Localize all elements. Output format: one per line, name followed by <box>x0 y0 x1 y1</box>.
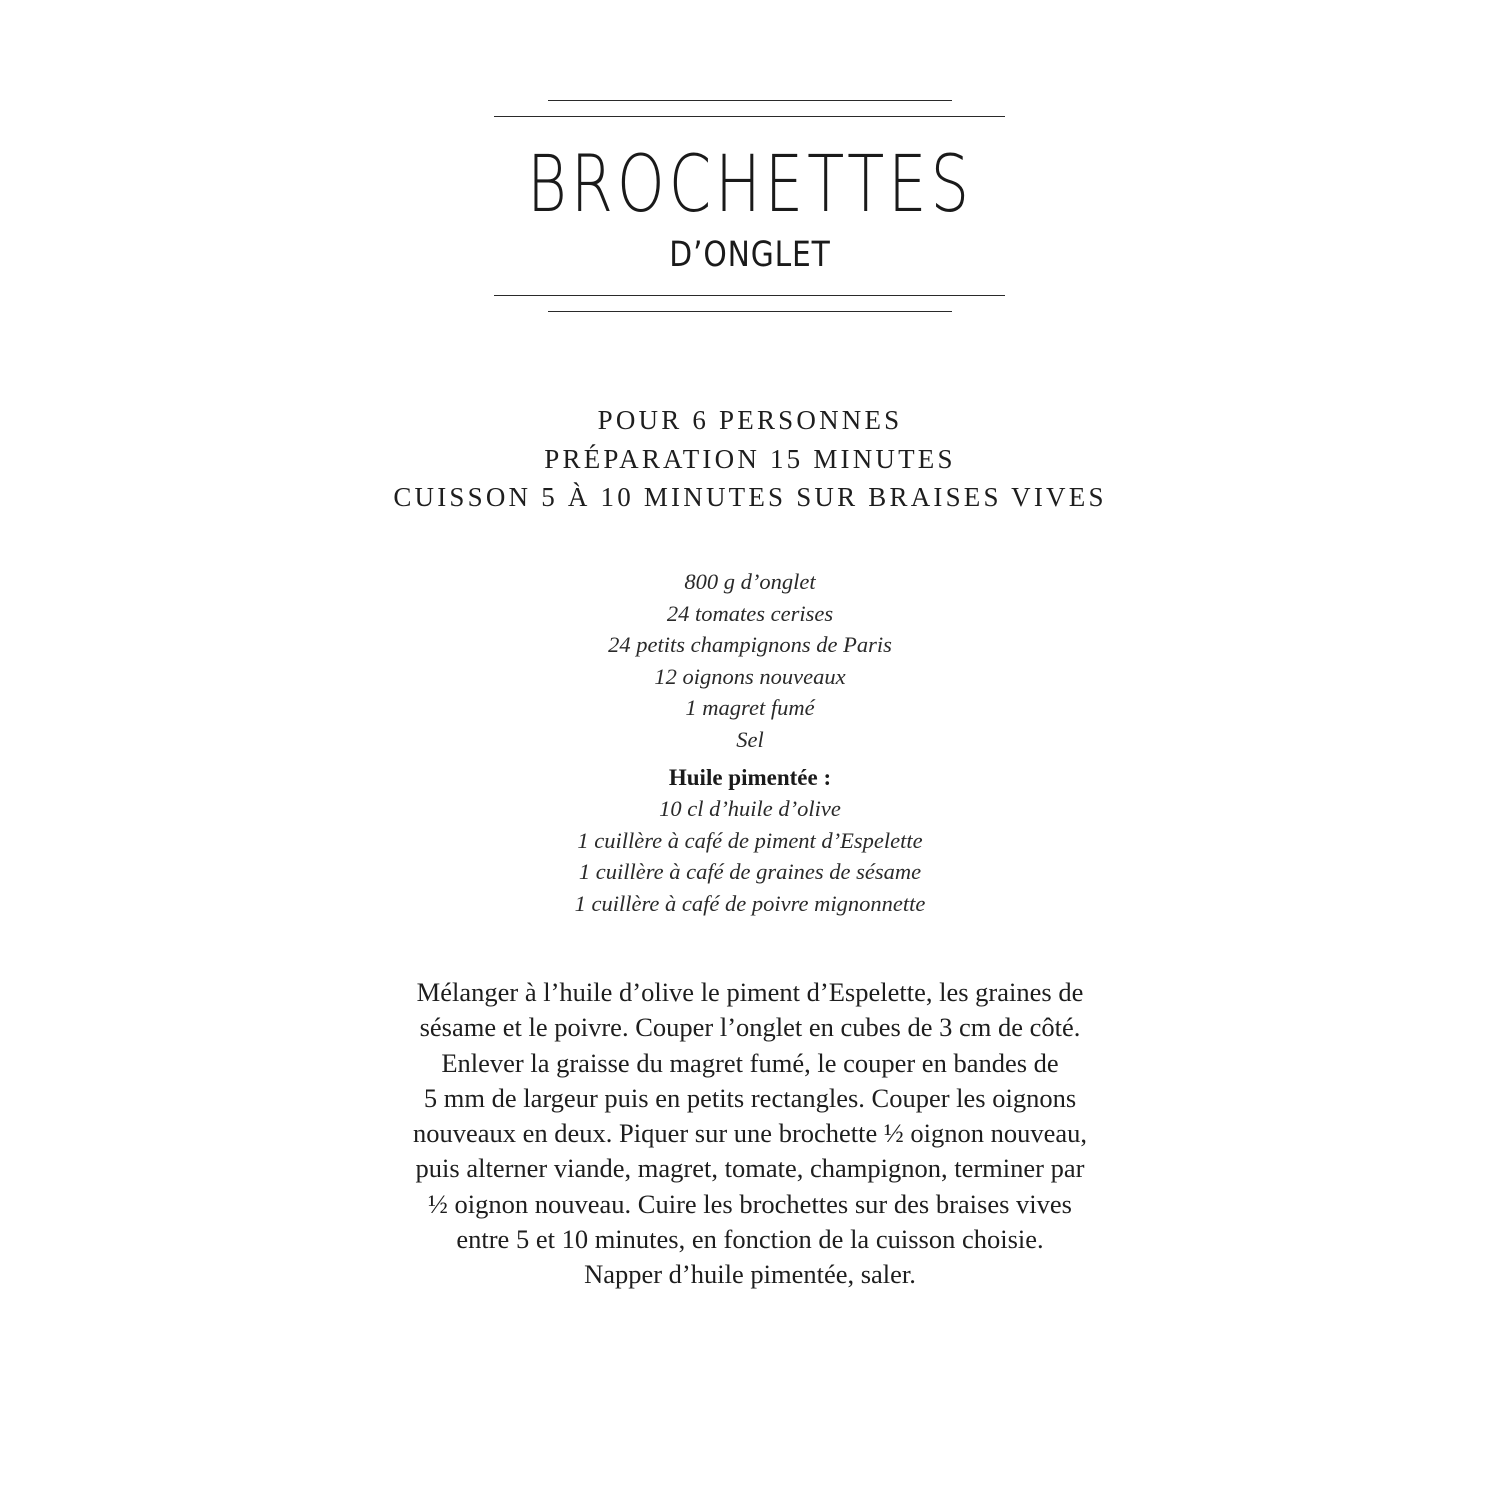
ingredient-item: 800 g d’onglet <box>684 569 816 594</box>
method-paragraph <box>300 975 1200 1293</box>
method-line: nouveaux en deux. Piquer sur une brochette ½ oignon nouveau, <box>412 1118 1088 1149</box>
ingredient-item: 12 oignons nouveaux <box>654 663 846 689</box>
method-line: Napper d’huile pimentée, saler. <box>584 1259 916 1290</box>
ingredient-item: 24 tomates cerises <box>666 600 834 626</box>
method-line: sésame et le poivre. Couper l’onglet en cubes de 3 cm de côté. <box>419 1012 1081 1043</box>
preparation-time: PRÉPARATION 15 MINUTES <box>544 443 956 474</box>
method-line: Enlever la graisse du magret fumé, le couper en bandes de <box>441 1047 1059 1078</box>
oil-ingredient-item: 1 cuillère à café de piment d’Espelette <box>577 827 923 853</box>
top-outer-rule <box>548 100 952 101</box>
oil-ingredient-item: 1 cuillère à café de poivre mignonnette <box>574 890 926 916</box>
oil-heading: Huile pimentée : <box>668 764 832 790</box>
recipe-subtitle: D’ONGLET <box>669 235 831 275</box>
recipe-meta <box>0 401 1500 517</box>
ingredient-item: 24 petits champignons de Paris <box>608 632 892 658</box>
recipe-title: BROCHETTES <box>527 140 973 230</box>
method-line: entre 5 et 10 minutes, en fonction de la cuisson choisie. <box>456 1224 1044 1255</box>
oil-ingredient-item: 1 cuillère à café de graines de sésame <box>578 859 922 885</box>
method-line: ½ oignon nouveau. Cuire les brochettes sur des braises vives <box>428 1188 1072 1219</box>
method-line: Mélanger à l’huile d’olive le piment d’Espelette, les graines de <box>416 977 1084 1007</box>
method-line: 5 mm de largeur puis en petits rectangles. Couper les oignons <box>423 1082 1077 1113</box>
top-inner-rule <box>494 116 1005 117</box>
oil-ingredient-item: 10 cl d’huile d’olive <box>659 796 841 822</box>
servings: POUR 6 PERSONNES <box>597 405 903 435</box>
method-line: puis alterner viande, magret, tomate, champignon, terminer par <box>415 1153 1085 1184</box>
ingredient-item: 1 magret fumé <box>685 695 815 721</box>
ingredient-item: Sel <box>736 726 764 752</box>
bottom-outer-rule <box>548 311 952 312</box>
bottom-inner-rule <box>494 295 1005 296</box>
ingredients-list <box>0 566 1500 920</box>
cooking-time: CUISSON 5 À 10 MINUTES SUR BRAISES VIVES <box>393 482 1107 512</box>
